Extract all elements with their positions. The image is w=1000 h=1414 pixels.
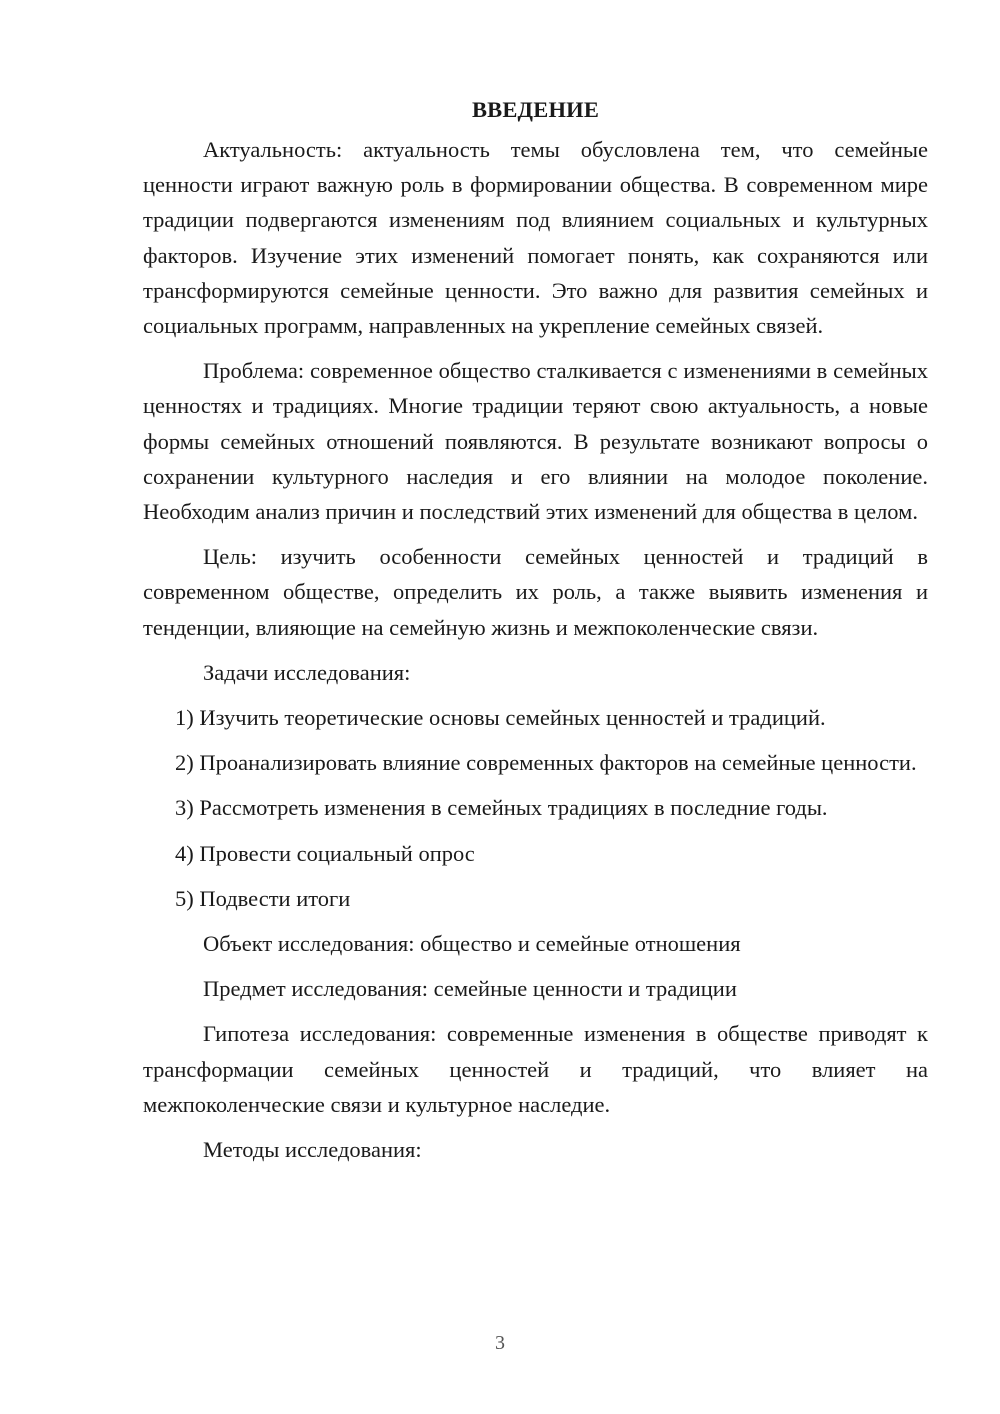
tasks-heading: Задачи исследования:: [203, 659, 411, 685]
task-item-4: 4) Провести социальный опрос: [175, 840, 475, 866]
document-page: [143, 92, 928, 1177]
task-item-2: 2) Проанализировать влияние современных факторов на семейные ценности.: [175, 750, 917, 776]
paragraph-relevance: Актуальность: актуальность темы обусловлена тем, что семейные ценности играют важную роль в формировании общества. В современном мире традиции подвергаются изменениям под влиянием социальных и культурных факторов. Изучение этих изменений помогает понять, как сохраняются или трансформируются семейные ценности. Это важно для развития семейных и социальных программ, направленных на укрепление семейных связей.: [143, 137, 928, 339]
research-subject: Предмет исследования: семейные ценности и традиции: [203, 976, 737, 1002]
research-hypothesis: Гипотеза исследования: современные изменения в обществе приводят к трансформации семейных ценностей и традиций, что влияет на межпоколенческие связи и культурное наследие.: [143, 1021, 928, 1117]
task-item-5: 5) Подвести итоги: [175, 885, 351, 911]
paragraph-goal: Цель: изучить особенности семейных ценностей и традиций в современном обществе, определить их роль, а также выявить изменения и тенденции, влияющие на семейную жизнь и межпоколенческие связи.: [143, 544, 928, 640]
page-title: ВВЕДЕНИЕ: [471, 97, 600, 122]
paragraph-problem: Проблема: современное общество сталкивается с изменениями в семейных ценностях и традициях. Многие традиции теряют свою актуальность, а новые формы семейных отношений появляются. В результате возникают вопросы о сохранении культурного наследия и его влиянии на молодое поколение. Необходим анализ причин и последствий этих изменений для общества в целом.: [143, 358, 928, 525]
page-number: 3: [495, 1332, 505, 1354]
research-methods: Методы исследования:: [203, 1137, 422, 1163]
research-object: Объект исследования: общество и семейные отношения: [203, 931, 741, 957]
task-item-3: 3) Рассмотреть изменения в семейных традициях в последние годы.: [175, 795, 828, 821]
task-item-1: 1) Изучить теоретические основы семейных ценностей и традиций.: [175, 705, 826, 731]
